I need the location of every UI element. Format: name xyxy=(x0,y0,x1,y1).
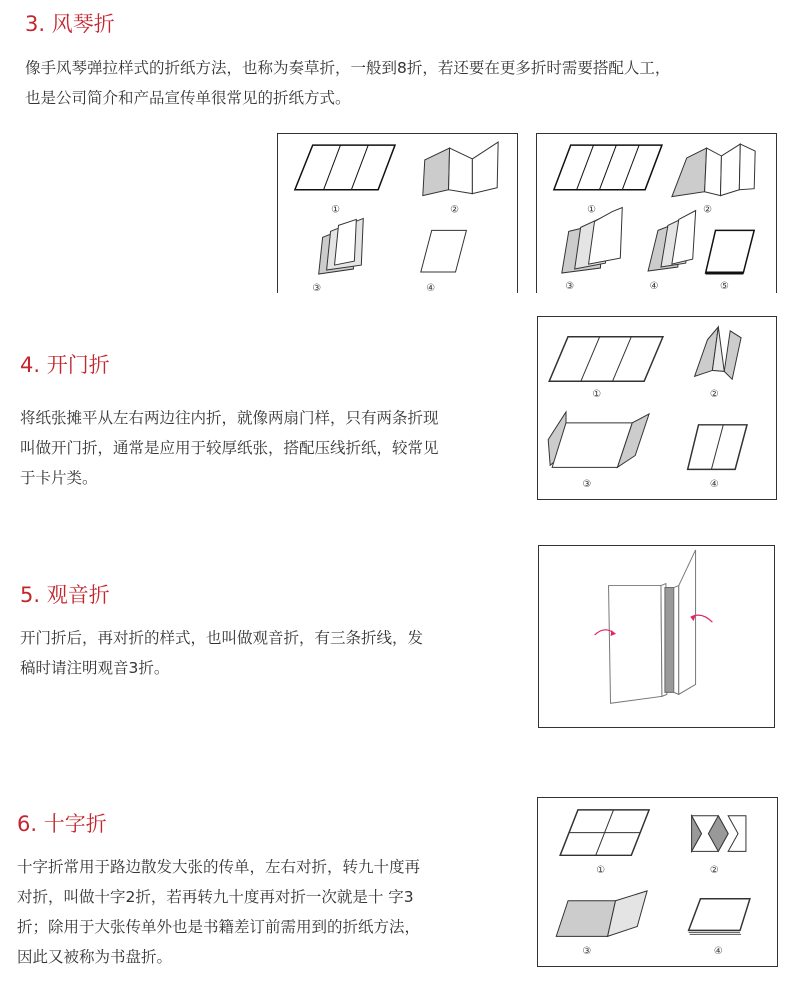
section-4-body xyxy=(20,403,520,493)
accordion-4-panel-diagram xyxy=(278,134,517,293)
section-3-line-1: 像手风琴弹拉样式的折纸方法，也称为奏草折，一般到8折，若还要在更多折时需要搭配人工， xyxy=(25,59,671,77)
fig6-label-4: ④ xyxy=(713,946,723,958)
fig4-label-2: ② xyxy=(709,389,719,401)
fig4-label-1: ① xyxy=(592,389,602,401)
accordion-5-panel-diagram xyxy=(537,134,776,293)
section-6-line-3: 折；除用于大张传单外也是书籍差订前需用到的折纸方法， xyxy=(17,918,421,936)
section-4-line-1: 将纸张摊平从左右两边往内折，就像两扇门样，只有两条折现 xyxy=(20,409,439,427)
accordion-5-panel-figure xyxy=(536,133,777,293)
section-6-line-2: 对折，叫做十字2折，若再转九十度再对折一次就是十 字3 xyxy=(17,888,414,906)
fig6-label-3: ③ xyxy=(582,946,592,958)
section-5-line-2: 稿时请注明观音3折。 xyxy=(20,659,170,677)
section-6-line-1: 十字折常用于路边散发大张的传单，左右对折，转九十度再 xyxy=(17,858,421,876)
section-4-line-3: 于卡片类。 xyxy=(20,469,98,487)
section-5-line-1: 开门折后，再对折的样式，也叫做观音折，有三条折线，发 xyxy=(20,629,424,647)
fig4-label-3: ③ xyxy=(582,479,592,491)
double-gate-fold-diagram xyxy=(539,546,774,727)
fig3b-label-1: ① xyxy=(587,204,596,216)
section-6-line-4: 因此又被称为书盘折。 xyxy=(17,948,173,966)
cross-fold-figure xyxy=(537,797,778,967)
fig3a-label-1: ① xyxy=(331,204,340,216)
cross-fold-diagram xyxy=(538,798,777,966)
fig3a-label-2: ② xyxy=(450,204,459,216)
fig3b-label-2: ② xyxy=(703,204,713,216)
section-5-heading: 5. 观音折 xyxy=(20,583,110,607)
section-3-line-2: 也是公司简介和产品宣传单很常见的折纸方式。 xyxy=(25,89,351,107)
fig3b-label-3: ③ xyxy=(565,280,575,292)
fig6-label-2: ② xyxy=(709,865,719,877)
gate-fold-diagram xyxy=(538,317,776,499)
section-4-line-2: 叫做开门折，通常是应用于较厚纸张，搭配压线折纸，较常见 xyxy=(20,439,439,457)
fig4-label-4: ④ xyxy=(709,479,719,491)
fig3b-label-5: ⑤ xyxy=(719,280,729,292)
section-6-heading: 6. 十字折 xyxy=(17,812,107,836)
section-5-body xyxy=(20,623,520,683)
section-3-body xyxy=(25,53,785,113)
section-6-body xyxy=(17,852,527,972)
fig3a-label-3: ③ xyxy=(312,282,322,293)
fig3a-label-4: ④ xyxy=(426,282,436,293)
accordion-4-panel-figure xyxy=(277,133,518,293)
fig3b-label-4: ④ xyxy=(649,280,659,292)
fig6-label-1: ① xyxy=(596,865,606,877)
section-3-heading: 3. 风琴折 xyxy=(25,12,115,36)
gate-fold-figure xyxy=(537,316,777,500)
double-gate-fold-figure xyxy=(538,545,775,728)
section-4-heading: 4. 开门折 xyxy=(20,353,110,377)
